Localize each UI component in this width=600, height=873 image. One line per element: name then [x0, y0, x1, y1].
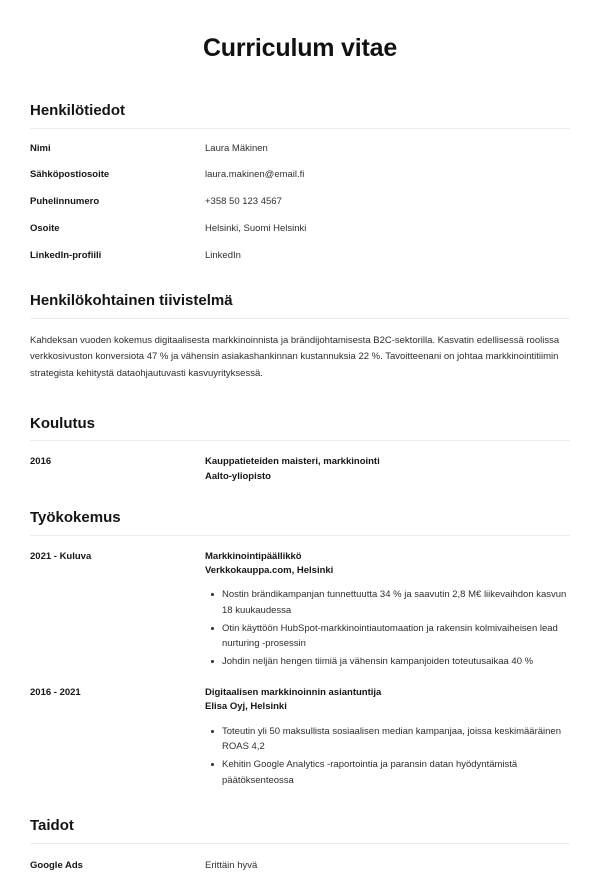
info-row-email: [30, 155, 570, 182]
work-entry-employer: Verkkokauppa.com, Helsinki: [205, 565, 334, 577]
info-row-linkedin: [30, 236, 570, 263]
info-value-name: Laura Mäkinen: [205, 142, 268, 154]
work-entry-body: [205, 686, 570, 791]
summary-paragraph: Kahdeksan vuoden kokemus digitaalisesta markkinoinnista ja brändijohtamisesta B2C-sektorilla. Kasvatin edellisessä roolissa verkkosivuston konversiota 47 % ja vähensin asiakashankinnan kustannuksia 22 %. Tavoitteenani on johtaa markkinointitiimin strategista kehitystä dataohjautuvasti kasvuyrityksessä.: [30, 334, 560, 380]
info-label-linkedin: LinkedIn-profiili: [30, 249, 102, 261]
work-entry-bullets: [205, 724, 570, 789]
section-heading-personal-summary: Henkilökohtainen tiivistelmä: [30, 292, 233, 310]
education-entry: [30, 441, 570, 484]
info-label-address: Osoite: [30, 222, 60, 234]
section-heading-education: Koulutus: [30, 414, 95, 432]
info-value-linkedin[interactable]: LinkedIn: [205, 249, 241, 261]
work-entry: [30, 672, 570, 791]
info-value-phone: +358 50 123 4567: [205, 196, 282, 208]
section-skills: [30, 790, 570, 872]
work-entry-role: Digitaalisen markkinoinnin asiantuntija: [205, 686, 382, 698]
work-bullet: Kehitin Google Analytics -raportointia ja paransin datan hyödyntämistä päätöksenteossa: [222, 757, 570, 788]
info-label-email: Sähköpostiosoite: [30, 169, 110, 181]
education-entry-institution: Aalto-yliopisto: [205, 470, 271, 482]
work-bullet: Toteutin yli 50 maksullista sosiaalisen median kampanjaa, joissa keskimääräinen ROAS 4,2: [222, 724, 570, 755]
work-entry-bullets: [205, 587, 570, 669]
info-row-name: [30, 129, 570, 156]
skill-label: Google Ads: [30, 859, 83, 871]
section-education: [30, 383, 570, 484]
education-entry-degree: Kauppatieteiden maisteri, markkinointi: [205, 456, 380, 468]
info-value-email: laura.makinen@email.fi: [205, 169, 305, 181]
section-personal-details: [30, 63, 570, 262]
work-bullet: Nostin brändikampanjan tunnettuutta 34 % ja saavutin 2,8 M€ liikevaihdon kasvun 18 kuukaudessa: [222, 587, 570, 618]
page-title: Curriculum vitae: [202, 34, 398, 62]
work-entry-body: [205, 550, 570, 672]
section-personal-summary: [30, 262, 570, 382]
info-value-address: Helsinki, Suomi Helsinki: [205, 222, 307, 234]
section-work-experience: [30, 484, 570, 790]
section-heading-work-experience: Työkokemus: [30, 509, 121, 527]
info-label-phone: Puhelinnumero: [30, 196, 100, 208]
skill-level: Erittäin hyvä: [205, 859, 258, 871]
work-entry-employer: Elisa Oyj, Helsinki: [205, 701, 287, 713]
work-bullet: Johdin neljän hengen tiimiä ja vähensin kampanjoiden toteutusaikaa 40 %: [222, 654, 570, 670]
education-entry-body: [205, 455, 570, 484]
work-entry-date: 2016 - 2021: [30, 686, 81, 698]
work-bullet: Otin käyttöön HubSpot-markkinointiautomaation ja rakensin kolmivaiheisen lead nurturing -prosessin: [222, 621, 570, 652]
work-entry-date: 2021 - Kuluva: [30, 550, 92, 562]
work-entry: [30, 536, 570, 672]
skill-row: [30, 844, 570, 873]
info-row-phone: [30, 182, 570, 209]
info-row-address: [30, 209, 570, 236]
section-heading-skills: Taidot: [30, 817, 74, 835]
work-entry-role: Markkinointipäällikkö: [205, 550, 302, 562]
info-label-name: Nimi: [30, 142, 51, 154]
education-entry-date: 2016: [30, 456, 52, 468]
section-heading-personal-details: Henkilötiedot: [30, 102, 126, 119]
